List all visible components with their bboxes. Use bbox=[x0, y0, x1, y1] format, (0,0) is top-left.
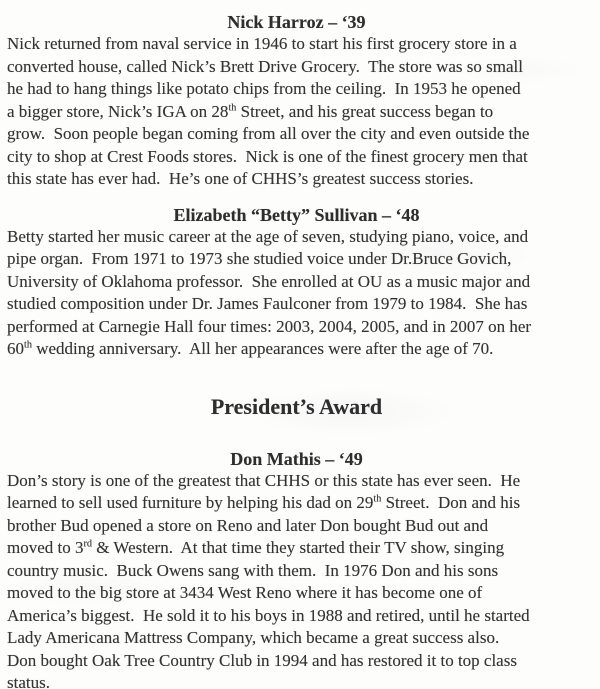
ordinal-superscript: th bbox=[24, 339, 32, 351]
entry-paragraph bbox=[7, 226, 586, 361]
paragraph-line: moved to the big store at 3434 West Reno where it has become one of bbox=[7, 583, 483, 602]
paragraph-line: a bigger store, Nick’s IGA on 28th Street, and his great success began to bbox=[7, 101, 494, 121]
paragraph-line: performed at Carnegie Hall four times: 2003, 2004, 2005, and in 2007 on her bbox=[7, 316, 532, 336]
paragraph-line: status. bbox=[7, 673, 50, 689]
paragraph-line: Betty started her music career at the age of seven, studying piano, voice, and bbox=[7, 226, 529, 246]
award-section-heading: President’s Award bbox=[210, 393, 383, 419]
paragraph-line: brother Bud opened a store on Reno and later Don bought Bud out and bbox=[7, 515, 489, 535]
paragraph-line: moved to 3rd & Western. At that time they started their TV show, singing bbox=[7, 538, 505, 557]
entry-section bbox=[7, 11, 586, 191]
entry-paragraph bbox=[7, 470, 586, 689]
ordinal-superscript: th bbox=[228, 101, 237, 113]
entry-section bbox=[7, 448, 586, 689]
paragraph-line: grow. Soon people began coming from all over the city and even outside the bbox=[7, 124, 530, 143]
paragraph-line: pipe organ. From 1971 to 1973 she studied voice under Dr.Bruce Govich, bbox=[7, 249, 512, 268]
paragraph-line: America’s biggest. He sold it to his boys in 1988 and retired, until he started bbox=[7, 605, 530, 625]
award-section bbox=[7, 393, 586, 421]
paragraph-line: city to shop at Crest Foods stores. Nick is one of the finest grocery men that bbox=[7, 146, 528, 166]
entry-section bbox=[7, 204, 586, 361]
paragraph-line: 60th wedding anniversary. All her appearances were after the age of 70. bbox=[7, 339, 494, 358]
entry-paragraph bbox=[7, 33, 586, 191]
paragraph-line: country music. Buck Owens sang with them. In 1976 Don and his sons bbox=[7, 560, 499, 580]
paragraph-line: converted house, called Nick’s Brett Drive Grocery. The store was so small bbox=[7, 56, 523, 76]
paragraph-line: Don bought Oak Tree Country Club in 1994 and has restored it to top class bbox=[7, 650, 517, 670]
paragraph-line: learned to sell used furniture by helping his dad on 29th Street. Don and his bbox=[7, 493, 521, 512]
entry-heading: Nick Harroz – ‘39 bbox=[227, 12, 366, 32]
paragraph-line: Nick returned from naval service in 1946 to start his first grocery store in a bbox=[7, 34, 517, 53]
paragraph-line: Don’s story is one of the greatest that CHHS or this state has ever seen. He bbox=[7, 470, 521, 490]
paragraph-line: he had to hang things like potato chips from the ceiling. In 1953 he opened bbox=[7, 79, 521, 98]
paragraph-line: studied composition under Dr. James Faulconer from 1979 to 1984. She has bbox=[7, 294, 528, 313]
entry-heading: Elizabeth “Betty” Sullivan – ‘48 bbox=[173, 204, 420, 225]
document-content bbox=[7, 11, 586, 689]
ordinal-superscript: th bbox=[373, 493, 382, 505]
paragraph-line: University of Oklahoma professor. She enrolled at OU as a music major and bbox=[7, 271, 531, 291]
paragraph-line: this state has ever had. He’s one of CHHS’s greatest success stories. bbox=[7, 169, 474, 188]
ordinal-superscript: rd bbox=[83, 538, 92, 550]
paragraph-line: Lady Americana Mattress Company, which became a great success also. bbox=[7, 628, 500, 647]
entry-heading: Don Mathis – ‘49 bbox=[230, 448, 363, 469]
